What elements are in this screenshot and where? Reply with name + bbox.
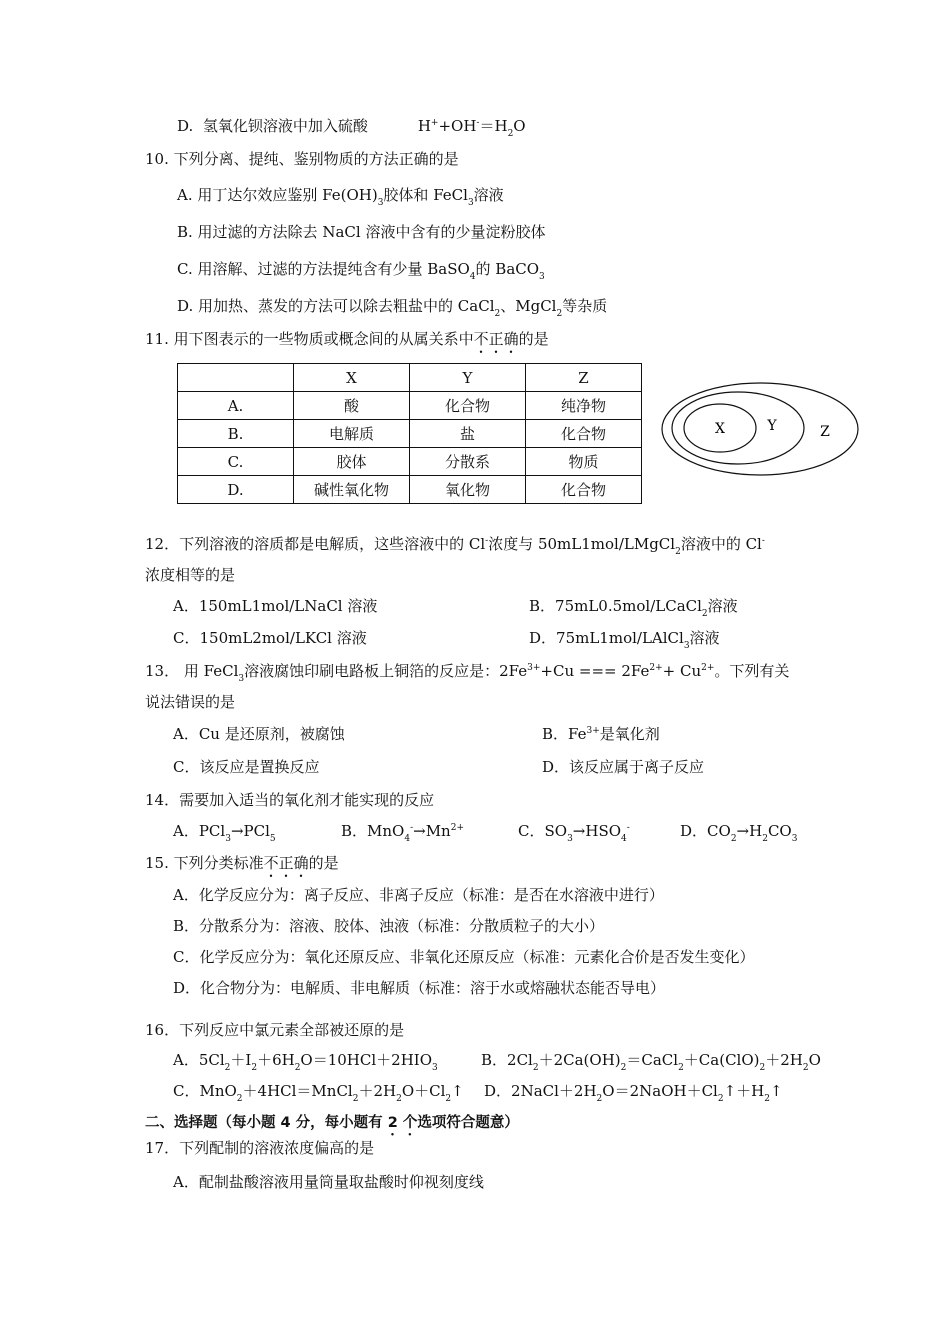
- q14-stem: 14．需要加入适当的氧化剂才能实现的反应: [145, 791, 435, 809]
- q10-stem: 10. 下列分离、提纯、鉴别物质的方法正确的是: [145, 150, 459, 168]
- q16-option-d: D．$2NaCl+2H_2O=2NaOH+Cl_2↑+H_2↑$: [484, 1082, 783, 1104]
- q16-option-b: B．$2Cl_2+2Ca(OH)_2=CaCl_2+Ca(ClO)_2+2H_2O$: [481, 1051, 821, 1073]
- section2-heading: 二、选择题（每小题 4 分，每小题有 2 个选项符合题意）: [145, 1115, 519, 1131]
- table-row: B. 电解质 盐 化合物: [178, 420, 642, 448]
- q12-option-d: D．75mL1mol/LAlCl$_3$溶液: [529, 629, 720, 651]
- q13-option-b: B．$Fe^{3+}$是氧化剂: [542, 725, 660, 743]
- q14-option-b: B．$MnO_4^-\to Mn^{2+}$: [341, 822, 464, 844]
- q15-option-c: C．化学反应分为：氧化还原反应、非氧化还原反应（标准：元素化合价是否发生变化）: [173, 948, 755, 966]
- q10-option-c: C. 用溶解、过滤的方法提纯含有少量 BaSO$_4$的 BaCO$_3$: [177, 260, 545, 282]
- q14-option-d: D．$CO_2\to H_2CO_3$: [680, 822, 798, 844]
- q16-option-c: C．$MnO_2+4HCl=MnCl_2+2H_2O+Cl_2↑$: [173, 1082, 464, 1104]
- q15-stem: 15. 下列分类标准不正确的是: [145, 854, 339, 872]
- q10-option-d: D. 用加热、蒸发的方法可以除去粗盐中的 CaCl$_2$、MgCl$_2$等杂质: [177, 297, 608, 319]
- q15-option-b: B．分散系分为：溶液、胶体、浊液（标准：分散质粒子的大小）: [173, 917, 605, 935]
- table-row: C. 胶体 分散系 物质: [178, 448, 642, 476]
- venn-label-z: Z: [820, 424, 830, 440]
- ellipse-y: [672, 392, 804, 464]
- q13-stem-line1: 13． 用 FeCl$_3$溶液腐蚀印刷电路板上铜箔的反应是：$2Fe^{3+}+Cu$ === $2Fe^{2+}+ Cu^{2+}$。下列有关: [145, 662, 790, 684]
- q11-table: [177, 363, 642, 504]
- q12-stem-line2: 浓度相等的是: [145, 566, 236, 584]
- q13-option-a: A．Cu 是还原剂，被腐蚀: [173, 725, 345, 743]
- q12-option-c: C．150mL2mol/LKCl 溶液: [173, 629, 367, 647]
- q11-venn-diagram: [660, 380, 860, 478]
- q16-option-a: A．$5Cl_2+I_2+6H_2O=10HCl+2HIO_3$: [173, 1051, 438, 1073]
- q12-stem-line1: 12．下列溶液的溶质都是电解质，这些溶液中的 Cl-浓度与 50mL1mol/LMgCl$_2$溶液中的 Cl-: [145, 535, 765, 557]
- table-row: A. 酸 化合物 纯净物: [178, 392, 642, 420]
- q15-option-d: D．化合物分为：电解质、非电解质（标准：溶于水或熔融状态能否导电）: [173, 979, 666, 997]
- q12-option-a: A．150mL1mol/LNaCl 溶液: [173, 597, 378, 615]
- q17-stem: 17．下列配制的溶液浓度偏高的是: [145, 1139, 375, 1157]
- q17-option-a: A．配制盐酸溶液用量筒量取盐酸时仰视刻度线: [173, 1173, 484, 1191]
- q13-stem-line2: 说法错误的是: [145, 693, 236, 711]
- q14-option-c: C．$SO_3\to HSO_4^-$: [518, 822, 630, 844]
- table-row: D. 碱性氧化物 氧化物 化合物: [178, 476, 642, 504]
- q12-option-b: B．75mL0.5mol/LCaCl$_2$溶液: [529, 597, 738, 619]
- q15-option-a: A．化学反应分为：离子反应、非离子反应（标准：是否在水溶液中进行）: [173, 886, 664, 904]
- venn-label-x: X: [715, 421, 725, 437]
- venn-label-y: Y: [767, 418, 777, 434]
- q10-option-a: A. 用丁达尔效应鉴别 $Fe(OH)_3$胶体和 FeCl$_3$溶液: [177, 186, 504, 208]
- q10-option-b: B. 用过滤的方法除去 NaCl 溶液中含有的少量淀粉胶体: [177, 223, 546, 241]
- q11-stem: 11. 用下图表示的一些物质或概念间的从属关系中不正确的是: [145, 330, 549, 348]
- q13-option-d: D．该反应属于离子反应: [542, 758, 705, 776]
- q13-option-c: C．该反应是置换反应: [173, 758, 320, 776]
- q14-option-a: A．PCl$_3$→PCl$_5$: [173, 822, 276, 844]
- q9-option-d: D. 氢氧化钡溶液中加入硫酸 $H^++OH^-=H_2O$: [177, 117, 526, 139]
- table-row: X Y Z: [178, 364, 642, 392]
- q16-stem: 16．下列反应中氯元素全部被还原的是: [145, 1021, 405, 1039]
